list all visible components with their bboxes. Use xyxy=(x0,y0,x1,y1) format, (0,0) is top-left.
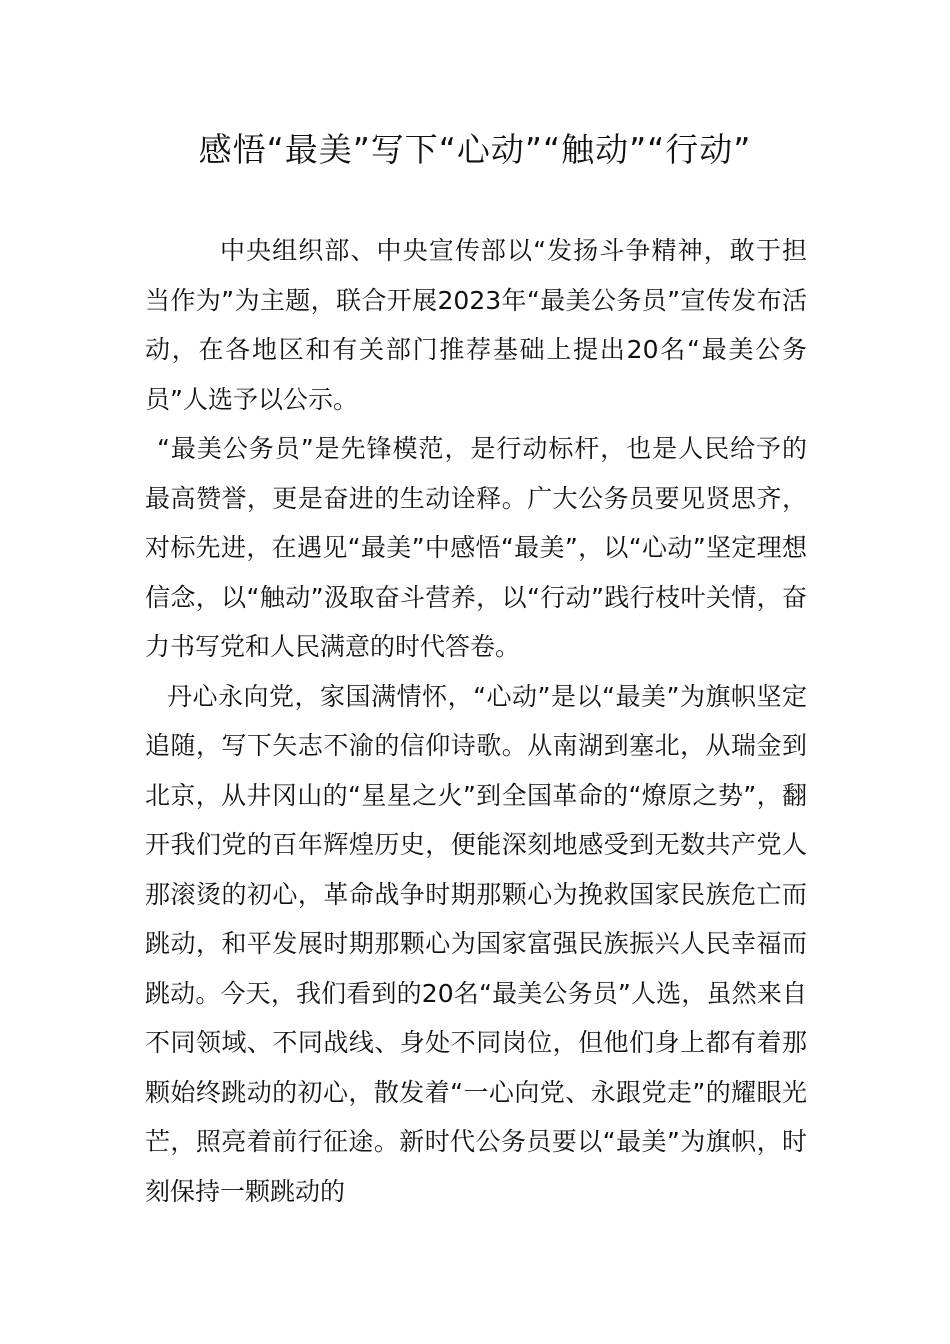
paragraph-3: 丹心永向党，家国满情怀，“心动”是以“最美”为旗帜坚定追随，写下矢志不渝的信仰诗歌。从南湖到塞北，从瑞金到北京，从井冈山的“星星之火”到全国革命的“燎原之势”，翻开我们党的百年辉煌历史，便能深刻地感受到无数共产党人那滚烫的初心，革命战争时期那颗心为挽救国家民族危亡而跳动，和平发展时期那颗心为国家富强民族振兴人民幸福而跳动。今天，我们看到的20名“最美公务员”人选，虽然来自不同领域、不同战线、身处不同岗位，但他们身上都有着那颗始终跳动的初心，散发着“一心向党、永跟党走”的耀眼光芒，照亮着前行征途。新时代公务员要以“最美”为旗帜，时刻保持一颗跳动的 xyxy=(145,681,807,1206)
document-body xyxy=(145,226,807,1216)
paragraph-1: 中央组织部、中央宣传部以“发扬斗争精神，敢于担当作为”为主题，联合开展2023年“最美公务员”宣传发布活动，在各地区和有关部门推荐基础上提出20名“最美公务员”人选予以公示。 xyxy=(145,236,807,414)
document-title: 感悟“最美”写下“心动”“触动”“行动” xyxy=(198,130,752,169)
paragraph-2: “最美公务员”是先锋模范，是行动标杆，也是人民给予的最高赞誉，更是奋进的生动诠释。广大公务员要见贤思齐，对标先进，在遇见“最美”中感悟“最美”，以“心动”坚定理想信念，以“触动”汲取奋斗营养，以“行动”践行枝叶关情，奋力书写党和人民满意的时代答卷。 xyxy=(145,434,807,661)
